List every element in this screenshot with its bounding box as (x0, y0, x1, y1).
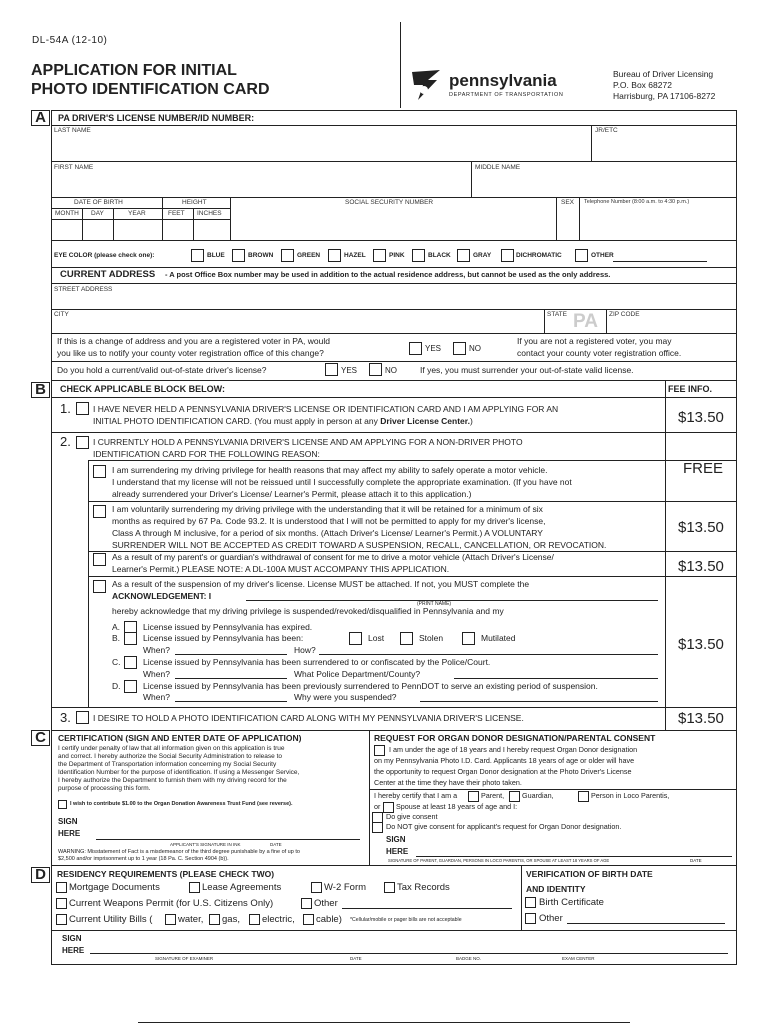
utility-bills-checkbox[interactable] (56, 914, 67, 925)
logo-subtext: DEPARTMENT OF TRANSPORTATION (449, 92, 564, 98)
confiscated-checkbox[interactable] (124, 656, 137, 669)
option2-line2: IDENTIFICATION CARD FOR THE FOLLOWING REASON: (93, 449, 320, 459)
mortgage-checkbox[interactable] (56, 882, 67, 893)
lease-label: Lease Agreements (202, 882, 282, 893)
contribute-checkbox[interactable] (58, 800, 67, 809)
reason-voluntary-fee: $13.50 (678, 519, 724, 536)
bottom-rule (138, 1022, 630, 1023)
bureau-address-line3: Harrisburg, PA 17106-8272 (613, 91, 716, 101)
eye-pink-checkbox[interactable] (373, 249, 386, 262)
telephone-label: Telephone Number (8:00 a.m. to 4:30 p.m.) (584, 199, 690, 205)
mutilated-checkbox[interactable] (462, 632, 475, 645)
section-d-marker: D (31, 867, 50, 883)
parent-label: Parent, (481, 791, 505, 800)
option2-line1: I CURRENTLY HOLD A PENNSYLVANIA DRIVER'S LICENSE AND AM APPLYING FOR A NON-DRIVER PHOTO (93, 437, 523, 447)
examiner-date-label: DATE (350, 956, 362, 961)
form-title-line2: PHOTO IDENTIFICATION CARD (31, 81, 270, 98)
police-dept-label: What Police Department/County? (294, 669, 421, 679)
reason-voluntary-line1: I am voluntarily surrendering my driving privilege with the understanding that it will be retained for a minimum of six (112, 504, 543, 514)
last-name-label: LAST NAME (54, 127, 91, 134)
cable-checkbox[interactable] (303, 914, 314, 925)
eye-other-field[interactable] (613, 261, 707, 262)
verification-heading-line1: VERIFICATION OF BIRTH DATE (526, 869, 653, 879)
reason-suspension-checkbox[interactable] (93, 580, 106, 593)
tax-records-label: Tax Records (397, 882, 450, 893)
eye-green-checkbox[interactable] (281, 249, 294, 262)
expired-text: License issued by Pennsylvania has expired. (143, 622, 313, 632)
other-verification-checkbox[interactable] (525, 913, 536, 924)
lost-stolen-checkbox[interactable] (124, 632, 137, 645)
option3-checkbox[interactable] (76, 711, 89, 724)
certify-prefix: I hereby certify that I am a (374, 791, 458, 800)
voter-yes-checkbox[interactable] (409, 342, 422, 355)
applicant-sign-label: SIGN (58, 817, 78, 826)
when-label-b: When? (143, 645, 170, 655)
gas-checkbox[interactable] (209, 914, 220, 925)
other-residency-field[interactable] (342, 908, 512, 909)
applicant-here-label: HERE (58, 829, 81, 838)
do-give-consent-label: Do give consent (386, 812, 438, 821)
eye-other-label: OTHER (591, 252, 614, 259)
how-label: How? (294, 645, 316, 655)
reason-health-line2: I understand that my license will not be reissued until I successfully complete the appropriate examination. (If you have not (112, 477, 572, 487)
jr-etc-field[interactable] (593, 135, 735, 160)
applicant-signature-label: APPLICANT'S SIGNATURE IN INK (170, 842, 241, 847)
why-suspended-field[interactable] (420, 701, 658, 702)
ssn-label: SOCIAL SECURITY NUMBER (345, 199, 434, 206)
water-checkbox[interactable] (165, 914, 176, 925)
weapons-permit-checkbox[interactable] (56, 898, 67, 909)
oos-surrender-note: If yes, you must surrender your out-of-state valid license. (420, 365, 634, 375)
mutilated-label: Mutilated (481, 633, 516, 643)
height-label: HEIGHT (182, 199, 207, 206)
parent-signature-field[interactable] (416, 836, 732, 857)
reason-voluntary-line2: months as required by 67 Pa. Code 93.2. It is understood that I will not be permitted to apply for my driver's license, (112, 516, 546, 526)
middle-name-label: MIDDLE NAME (475, 164, 521, 171)
cert-line1: I certify under penalty of law that all information given on this application is true (58, 745, 285, 752)
cert-line4: Identification Number for the purpose of identification. If using a Messenger Service, (58, 769, 300, 776)
cert-line5: I hereby authorize the Department to furnish them with my driving record for the (58, 777, 287, 784)
warning-line1: WARNING: Misstatement of Fact is a misdemeanor of the third degree punishable by a fine of up to (58, 849, 300, 855)
examiner-sign-label: SIGN (62, 934, 82, 943)
cert-line3: the Department of Transportation information concerning my Social Security (58, 761, 277, 768)
cellular-note: *Cellular/mobile or pager bills are not acceptable (350, 917, 462, 923)
exam-center-label: EXAM CENTER (562, 956, 595, 961)
sub-c-letter: C. (112, 657, 121, 667)
water-label: water, (178, 914, 204, 925)
w2-checkbox[interactable] (311, 882, 322, 893)
examiner-signature-label: SIGNATURE OF EXAMINER (155, 956, 214, 961)
zip-label: ZIP CODE (609, 311, 640, 318)
loco-parentis-checkbox[interactable] (578, 791, 589, 802)
bureau-address-line1: Bureau of Driver Licensing (613, 69, 714, 79)
oos-no-label: NO (385, 366, 397, 375)
residency-heading: RESIDENCY REQUIREMENTS (PLEASE CHECK TWO) (57, 869, 275, 879)
parent-checkbox[interactable] (468, 791, 479, 802)
option2-number: 2. (60, 434, 71, 449)
organ-line2: on my Pennsylvania Photo I.D. Card. Applicants 18 years of age or older will have (374, 756, 635, 765)
voter-note-line1: If you are not a registered voter, you may (517, 336, 672, 346)
option1-line2-bold: Driver License Center. (380, 416, 470, 426)
option1-line2-end: ) (469, 416, 473, 426)
option1-line1: I HAVE NEVER HELD A PENNSYLVANIA DRIVER'S LICENSE OR IDENTIFICATION CARD AND I AM APPLYING FOR AN (93, 404, 559, 414)
middle-name-field[interactable] (473, 172, 735, 196)
current-address-heading: CURRENT ADDRESS (60, 269, 156, 280)
jr-etc-label: JR/ETC (595, 127, 618, 134)
mortgage-label: Mortgage Documents (69, 882, 160, 893)
eye-black-label: BLACK (428, 252, 451, 259)
other-residency-checkbox[interactable] (301, 898, 312, 909)
eye-blue-label: BLUE (207, 252, 225, 259)
eye-green-label: GREEN (297, 252, 321, 259)
organ-line1: I am under the age of 18 years and I hereby request Organ Donor designation (389, 745, 638, 754)
sex-label: SEX (561, 199, 575, 206)
option3-number: 3. (60, 710, 71, 725)
reason-consent-line1: As a result of my parent's or guardian's withdrawal of consent for me to drive a motor vehicle (Attach Driver's License/ (112, 552, 554, 562)
examiner-here-label: HERE (62, 946, 85, 955)
verification-heading-line2: AND IDENTITY (526, 884, 586, 894)
city-label: CITY (54, 311, 69, 318)
header-divider (400, 22, 401, 108)
sex-field[interactable] (558, 210, 577, 238)
voter-no-label: NO (469, 344, 481, 353)
voter-note-line2: contact your county voter registration office. (517, 348, 682, 358)
print-name-label: (PRINT NAME) (417, 601, 452, 607)
eye-hazel-label: HAZEL (344, 252, 366, 259)
loco-parentis-label: Person in Loco Parentis, (591, 791, 670, 800)
when-label-c: When? (143, 669, 170, 679)
voter-yes-label: YES (425, 344, 442, 353)
reason-consent-fee: $13.50 (678, 558, 724, 575)
last-name-field[interactable] (53, 135, 590, 160)
lease-checkbox[interactable] (189, 882, 200, 893)
why-suspended-label: Why were you suspended? (294, 692, 397, 702)
lost-checkbox[interactable] (349, 632, 362, 645)
badge-number-label: BADGE NO. (456, 956, 482, 961)
month-label: MONTH (55, 210, 79, 217)
eye-brown-label: BROWN (248, 252, 274, 259)
reason-health-line1: I am surrendering my driving privilege for health reasons that may affect my ability to safely operate a motor vehicle. (112, 465, 548, 475)
reason-health-fee: FREE (683, 460, 724, 477)
cert-line2: and correct. I hereby authorize the Social Security Administration to release to (58, 753, 283, 760)
birth-certificate-checkbox[interactable] (525, 897, 536, 908)
reason-health-line3: already surrendered your Driver's License/ Learner's Permit, please attach it to this application.) (112, 489, 472, 499)
eye-other-checkbox[interactable] (575, 249, 588, 262)
eye-gray-label: GRAY (473, 252, 492, 259)
warning-line2: $2,500 and/or imprisonment up to 1 year (18 Pa. C. Section 4904 (b)). (58, 856, 229, 862)
option2-checkbox[interactable] (76, 436, 89, 449)
bureau-address-line2: P.O. Box 68272 (613, 80, 672, 90)
previously-surrendered-checkbox[interactable] (124, 680, 137, 693)
guardian-label: Guardian, (522, 791, 554, 800)
eye-brown-checkbox[interactable] (232, 249, 245, 262)
option1-checkbox[interactable] (76, 402, 89, 415)
acknowledge-text: hereby acknowledge that my driving privilege is suspended/revoked/disqualified in Pennsylvania and my (112, 606, 504, 616)
parent-here-label: HERE (386, 847, 409, 856)
lost-stolen-text: License issued by Pennsylvania has been: (143, 633, 304, 643)
eye-hazel-checkbox[interactable] (328, 249, 341, 262)
option3-fee: $13.50 (678, 710, 724, 727)
when-field-d[interactable] (175, 701, 287, 702)
stolen-checkbox[interactable] (400, 632, 413, 645)
previously-surrendered-text: License issued by Pennsylvania has been previously surrendered to PennDOT to serve an existing period of suspension. (143, 681, 598, 691)
organ-line3: the opportunity to request Organ Donor designation at the Photo Driver's License (374, 767, 632, 776)
section-b-marker: B (31, 382, 50, 398)
electric-label: electric, (262, 914, 295, 925)
organ-donor-request-checkbox[interactable] (374, 745, 385, 756)
sub-d-letter: D. (112, 681, 121, 691)
reason-consent-line2: Learner's Permit.) PLEASE NOTE: A DL-100A MUST ACCOMPANY THIS APPLICATION. (112, 564, 450, 574)
voter-question-line1: If this is a change of address and you are a registered voter in PA, would (57, 336, 330, 346)
organ-line4: Center at the time they have their photo taken. (374, 778, 522, 787)
utility-bills-label: Current Utility Bills ( (69, 914, 153, 925)
option3-text: I DESIRE TO HOLD A PHOTO IDENTIFICATION CARD ALONG WITH MY PENNSYLVANIA DRIVER'S LICENSE. (93, 713, 524, 723)
option1-line2 (93, 417, 473, 426)
w2-label: W-2 Form (324, 882, 367, 893)
reason-consent-checkbox[interactable] (93, 553, 106, 566)
license-number-heading: PA DRIVER'S LICENSE NUMBER/ID NUMBER: (58, 113, 255, 123)
reason-health-checkbox[interactable] (93, 465, 106, 478)
check-block-heading: CHECK APPLICABLE BLOCK BELOW: (60, 384, 225, 394)
state-label: STATE (547, 311, 567, 318)
telephone-field[interactable] (581, 210, 735, 238)
cert-line6: purpose of processing this form. (58, 785, 151, 792)
reason-suspension-fee: $13.50 (678, 636, 724, 653)
street-address-label: STREET ADDRESS (54, 286, 113, 293)
form-title-line1: APPLICATION FOR INITIAL (31, 62, 237, 79)
do-not-give-consent-label: Do NOT give consent for applicant's request for Organ Donor designation. (386, 822, 622, 831)
weapons-permit-label: Current Weapons Permit (for U.S. Citizens Only) (69, 898, 274, 909)
birth-certificate-label: Birth Certificate (539, 897, 604, 908)
spouse-label: Spouse at least 18 years of age and I: (396, 802, 518, 811)
keystone-logo-icon (410, 68, 442, 102)
option1-fee: $13.50 (678, 409, 724, 426)
ssn-field[interactable] (232, 210, 554, 238)
organ-donor-heading: REQUEST FOR ORGAN DONOR DESIGNATION/PARENTAL CONSENT (374, 733, 656, 743)
other-verification-field[interactable] (567, 923, 725, 924)
certification-heading: CERTIFICATION (SIGN AND ENTER DATE OF APPLICATION) (58, 733, 302, 743)
reason-suspension-line1: As a result of the suspension of my driver's license. License MUST be attached. If not, you MUST complete the (112, 579, 530, 589)
police-dept-field[interactable] (454, 678, 658, 679)
stolen-label: Stolen (419, 633, 444, 643)
voter-question-line2: you like us to notify your county voter registration office of this change? (57, 348, 324, 358)
contribute-text: I wish to contribute $1.00 to the Organ Donation Awareness Trust Fund (see reverse). (70, 801, 293, 807)
other-verification-label: Other (539, 913, 563, 924)
examiner-signature-field[interactable] (90, 938, 728, 954)
eye-blue-checkbox[interactable] (191, 249, 204, 262)
form-number: DL-54A (12-10) (32, 35, 108, 46)
section-a-marker: A (31, 110, 50, 126)
state-value: PA (573, 311, 598, 332)
reason-voluntary-line4: SURRENDER WILL NOT BE ACCEPTED AS CREDIT TOWARD A SUSPENSION, RECALL, CANCELLATION, OR REVOCATION. (112, 540, 607, 550)
reason-voluntary-checkbox[interactable] (93, 505, 106, 518)
year-label: YEAR (128, 210, 146, 217)
inches-label: INCHES (197, 210, 222, 217)
fee-info-heading: FEE INFO. (668, 384, 713, 394)
dob-label: DATE OF BIRTH (74, 199, 123, 206)
tax-records-checkbox[interactable] (384, 882, 395, 893)
acknowledgement-label: ACKNOWLEDGEMENT: I (112, 591, 212, 601)
option1-line2-text: INITIAL PHOTO IDENTIFICATION CARD. (You must apply in person at any (93, 416, 381, 426)
when-field-b[interactable] (175, 654, 287, 655)
when-label-d: When? (143, 692, 170, 702)
other-residency-label: Other (314, 898, 338, 909)
section-c-marker: C (31, 730, 50, 746)
feet-label: FEET (168, 210, 185, 217)
sub-b-letter: B. (112, 633, 121, 643)
gas-label: gas, (222, 914, 240, 925)
how-field[interactable] (319, 654, 658, 655)
parent-date-label: DATE (690, 858, 702, 863)
sub-a-letter: A. (112, 622, 121, 632)
eye-gray-checkbox[interactable] (457, 249, 470, 262)
oos-yes-checkbox[interactable] (325, 363, 338, 376)
eye-color-label: EYE COLOR (please check one): (54, 252, 155, 259)
option1-number: 1. (60, 401, 71, 416)
applicant-signature-field[interactable] (96, 818, 360, 840)
voter-no-checkbox[interactable] (453, 342, 466, 355)
eye-dichromatic-label: DICHROMATIC (516, 252, 562, 259)
parent-signature-label: SIGNATURE OF PARENT, GUARDIAN, PERSONS IN LOCO PARENTIS, OR SPOUSE AT LEAST 18 YEARS OF AGE (388, 858, 610, 863)
eye-pink-label: PINK (389, 252, 405, 259)
zip-field[interactable] (608, 318, 735, 332)
first-name-label: FIRST NAME (54, 164, 94, 171)
applicant-date-label: DATE (270, 842, 282, 847)
eye-dichromatic-checkbox[interactable] (501, 249, 514, 262)
reason-voluntary-line3: Class A through M inclusive, for a period of six months. (Attach Driver's License/ Learner's Permit.) A VOLUNTARY (112, 528, 543, 538)
current-address-note: - A post Office Box number may be used in addition to the actual residence address, but cannot be used as the only address. (165, 270, 611, 279)
logo-text: pennsylvania (449, 71, 557, 90)
city-field[interactable] (53, 318, 542, 332)
electric-checkbox[interactable] (249, 914, 260, 925)
do-not-give-consent-checkbox[interactable] (372, 822, 383, 833)
parent-sign-label: SIGN (386, 835, 406, 844)
first-name-field[interactable] (53, 172, 469, 196)
guardian-checkbox[interactable] (509, 791, 520, 802)
lost-label: Lost (368, 633, 385, 643)
or-label: or (374, 802, 381, 811)
eye-black-checkbox[interactable] (412, 249, 425, 262)
print-name-field[interactable] (246, 600, 658, 601)
oos-no-checkbox[interactable] (369, 363, 382, 376)
when-field-c[interactable] (175, 678, 287, 679)
cable-label: cable) (316, 914, 342, 925)
street-address-field[interactable] (53, 294, 735, 309)
oos-yes-label: YES (341, 366, 358, 375)
day-label: DAY (91, 210, 104, 217)
confiscated-text: License issued by Pennsylvania has been surrendered to or confiscated by the Police/Court. (143, 657, 491, 667)
oos-license-question: Do you hold a current/valid out-of-state driver's license? (57, 365, 267, 375)
